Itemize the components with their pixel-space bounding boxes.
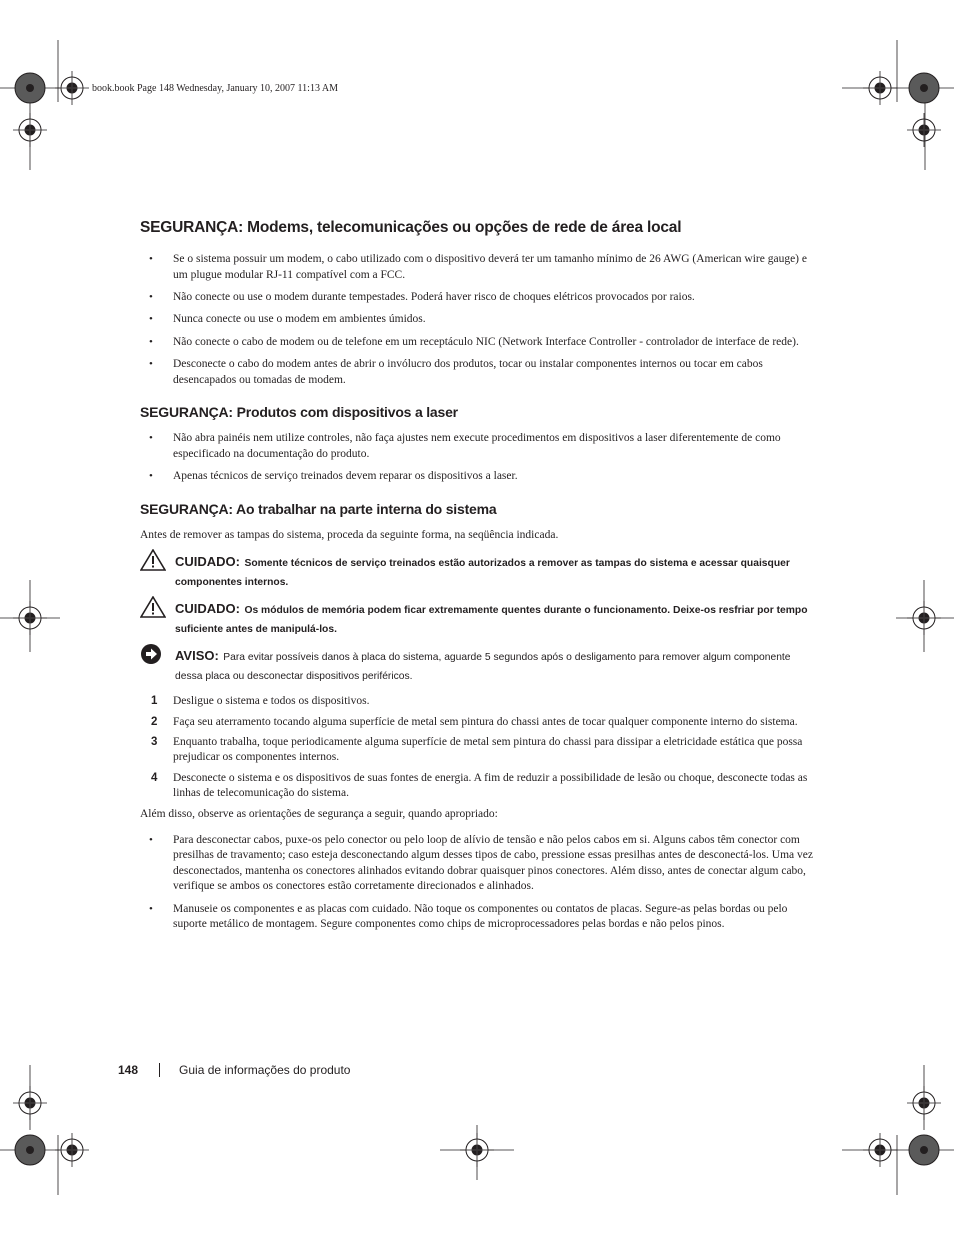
list-item: • Não conecte ou use o modem durante tempestades. Poderá haver risco de choques elétricos provocados por raios. [140, 290, 820, 306]
step-number: 3 [151, 735, 158, 748]
bullet-icon: • [149, 313, 153, 326]
page-footer [118, 1063, 350, 1077]
caution-1 [140, 553, 820, 591]
step-item: 3 Enquanto trabalha, toque periodicamente alguma superfície de metal sem pintura do chassi para dissipar a eletricidade estática que possa prejudicar os componentes internos. [151, 735, 803, 764]
heading-inside-system: SEGURANÇA: Ao trabalhar na parte interna do sistema [140, 500, 497, 517]
footer-title: Guia de informações do produto [179, 1063, 351, 1077]
step-number: 2 [151, 715, 158, 728]
step-number: 4 [151, 771, 158, 784]
modems-bullet-list [140, 252, 820, 388]
also-observe: Além disso, observe as orientações de segurança a seguir, quando apropriado: [140, 808, 498, 821]
caution-2 [140, 600, 820, 638]
list-item: • Para desconectar cabos, puxe-os pelo conector ou pelo loop de alívio de tensão e não pelos cabos em si. Alguns cabos têm conector com presilhas de travamento; caso esteja desconectando algum desses tipos de cabo, pressione essas presilhas antes de desconectá-los. Uma vez desconectados, mantenha os conectores alinhados evitando dobrar quaisquer pinos conectores. Além disso, antes de conectar algum cabo, verifique se ambos os conectores estão corretamente direcionados e alinhados. [149, 833, 813, 893]
bullet-icon: • [149, 335, 153, 348]
inside-intro: Antes de remover as tampas do sistema, proceda da seguinte forma, na seqüência indicada. [140, 528, 559, 541]
step-item: 4 Desconecte o sistema e os dispositivos de suas fontes de energia. A fim de reduzir a possibilidade de lesão ou choque, desconecte todas as linhas de telecomunicação do sistema. [151, 771, 808, 800]
laser-bullet-list [140, 431, 820, 485]
page-number: 148 [118, 1063, 139, 1077]
list-item: • Manuseie os componentes e as placas com cuidado. Não toque os componentes ou contatos de placas. Segure-as pelas bordas ou pelo suporte metálico de montagem. Segure componentes como chips de microprocessadores pelas bordas e não pelos pinos. [149, 902, 788, 931]
bullet-icon: • [149, 833, 153, 846]
bullet-icon: • [149, 253, 153, 265]
bullet-icon: • [149, 290, 153, 303]
bullet-icon: • [149, 358, 153, 371]
list-item: • Se o sistema possuir um modem, o cabo utilizado com o dispositivo deverá ter um tamanho mínimo de 26 AWG (American wire gauge) e um plugue modular RJ-11 compatível com a FCC. [149, 253, 807, 281]
notice-arrow-icon [140, 643, 162, 670]
footer-divider [159, 1063, 160, 1077]
list-item: • Apenas técnicos de serviço treinados devem reparar os dispositivos a laser. [140, 469, 820, 485]
caution-label: CUIDADO: [175, 554, 240, 570]
list-item: • Desconecte o cabo do modem antes de abrir o invólucro dos produtos, tocar ou instalar componentes internos ou tocar em cabos desencapados ou tomadas de modem. [149, 358, 763, 386]
bullet-icon: • [149, 902, 153, 915]
heading-laser: SEGURANÇA: Produtos com dispositivos a laser [140, 404, 458, 421]
guidelines-bullet-list [140, 833, 820, 933]
caution-text: Os módulos de memória podem ficar extremamente quentes durante o funcionamento. Deixe-os resfriar por tempo suficiente antes de manipulá-los. [175, 605, 808, 636]
step-number: 1 [151, 695, 158, 708]
heading-modems: SEGURANÇA: Modems, telecomunicações ou opções de rede de área local [140, 219, 682, 236]
bullet-icon: • [149, 432, 153, 445]
print-header: book.book Page 148 Wednesday, January 10, 2007 11:13 AM [92, 83, 339, 94]
list-item: • Não abra painéis nem utilize controles, não faça ajustes nem execute procedimentos em dispositivos a laser diferentemente de como especificado na documentação do produto. [149, 432, 781, 460]
caution-text: Somente técnicos de serviço treinados estão autorizados a remover as tampas do sistema e acessar quaisquer componentes internos. [175, 558, 790, 589]
notice-aviso [140, 647, 820, 685]
notice-label: AVISO: [175, 648, 219, 664]
warning-triangle-icon [140, 549, 166, 576]
step-item: 2 Faça seu aterramento tocando alguma superfície de metal sem pintura do chassi antes de tocar qualquer componente interno do sistema. [140, 715, 820, 731]
caution-label: CUIDADO: [175, 601, 240, 617]
list-item: • Nunca conecte ou use o modem em ambientes úmidos. [140, 312, 820, 328]
step-item: 1 Desligue o sistema e todos os dispositivos. [140, 694, 820, 710]
page-content [140, 218, 820, 940]
warning-triangle-icon [140, 596, 166, 623]
list-item: • Não conecte o cabo de modem ou de telefone em um receptáculo NIC (Network Interface Controller - controlador de interface de rede). [140, 335, 820, 351]
steps-list [140, 694, 820, 802]
bullet-icon: • [149, 470, 153, 483]
notice-text: Para evitar possíveis danos à placa do sistema, aguarde 5 segundos após o desligamento para remover algum componente dessa placa ou desconectar dispositivos periféricos. [175, 652, 791, 683]
